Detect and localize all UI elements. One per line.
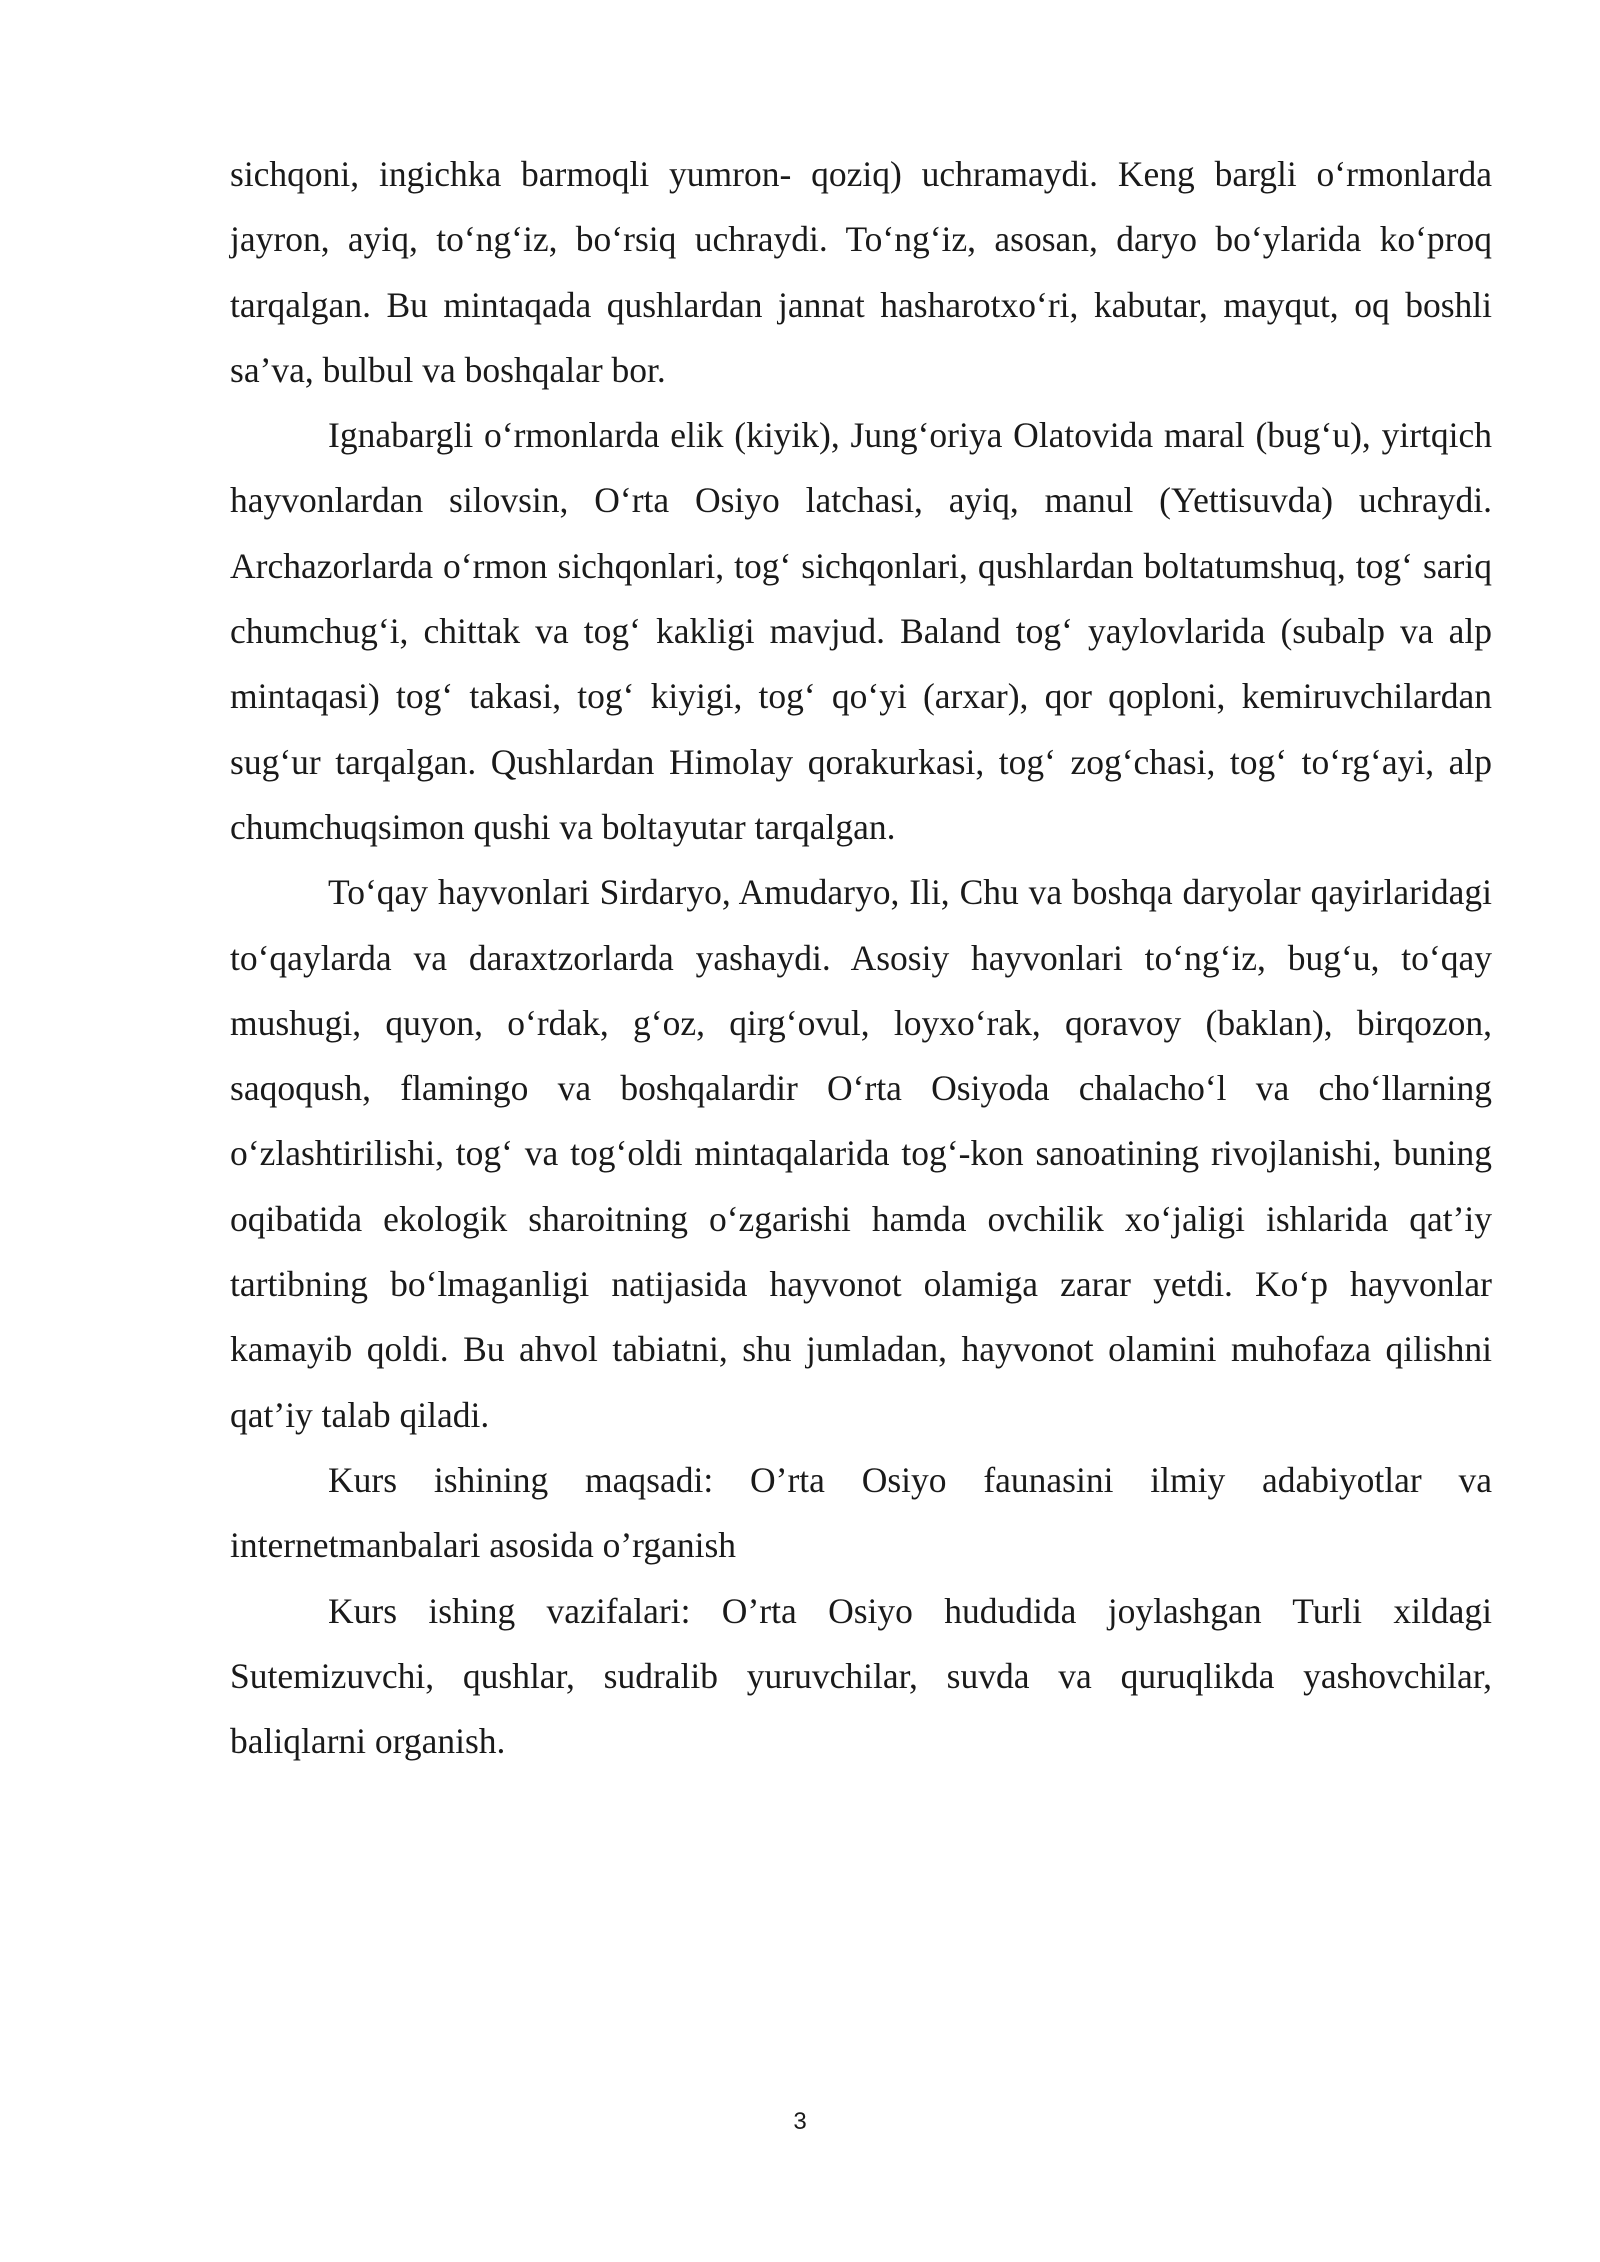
paragraph-course-goal: Kurs ishining maqsadi: O’rta Osiyo faunasini ilmiy adabiyotlar va internetmanbalari asosida o’rganish xyxy=(230,1459,1492,1566)
paragraph-course-tasks: Kurs ishing vazifalari: O’rta Osiyo hududida joylashgan Turli xildagi Sutemizuvchi, qushlar, sudralib yuruvchilar, suvda va quruqlikda yashovchilar, baliqlarni organish. xyxy=(230,1590,1492,1762)
page-number: 3 xyxy=(793,2108,807,2135)
body-text xyxy=(230,142,1492,1774)
paragraph-fauna-continuation: sichqoni, ingichka barmoqli yumron- qoziq) uchramaydi. Keng bargli o‘rmonlarda jayron, ayiq, to‘ng‘iz, bo‘rsiq uchraydi. To‘ng‘iz, asosan, daryo bo‘ylarida ko‘proq tarqalgan. Bu mintaqada qushlardan jannat hasharotxo‘ri, kabutar, mayqut, oq boshli sa’va, bulbul va boshqalar bor. xyxy=(230,154,1492,390)
paragraph-coniferous-forests: Ignabargli o‘rmonlarda elik (kiyik), Jung‘oriya Olatovida maral (bug‘u), yirtqich hayvonlardan silovsin, O‘rta Osiyo latchasi, ayiq, manul (Yettisuvda) uchraydi. Archazorlarda o‘rmon sichqonlari, tog‘ sichqonlari, qushlardan boltatumshuq, tog‘ sariq chumchug‘i, chittak va tog‘ kakligi mavjud. Baland tog‘ yaylovlarida (subalp va alp mintaqasi) tog‘ takasi, tog‘ kiyigi, tog‘ qo‘yi (arxar), qor qoploni, kemiruvchilardan sug‘ur tarqalgan. Qushlardan Himolay qorakurkasi, tog‘ zog‘chasi, tog‘ to‘rg‘ayi, alp chumchuqsimon qushi va boltayutar tarqalgan. xyxy=(230,415,1492,847)
paragraph-tugai-animals: To‘qay hayvonlari Sirdaryo, Amudaryo, Ili, Chu va boshqa daryolar qayirlaridagi to‘qaylarda va daraxtzorlarda yashaydi. Asosiy hayvonlari to‘ng‘iz, bug‘u, to‘qay mushugi, quyon, o‘rdak, g‘oz, qirg‘ovul, loyxo‘rak, qoravoy (baklan), birqozon, saqoqush, flamingo va boshqalardir O‘rta Osiyoda chalacho‘l va cho‘llarning o‘zlashtirilishi, tog‘ va tog‘oldi mintaqalarida tog‘-kon sanoatining rivojlanishi, buning oqibatida ekologik sharoitning o‘zgarishi hamda ovchilik xo‘jaligi ishlarida qat’iy tartibning bo‘lmaganligi natijasida hayvonot olamiga zarar yetdi. Ko‘p hayvonlar kamayib qoldi. Bu ahvol tabiatni, shu jumladan, hayvonot olamini muhofaza qilishni qat’iy talab qiladi. xyxy=(230,872,1492,1435)
